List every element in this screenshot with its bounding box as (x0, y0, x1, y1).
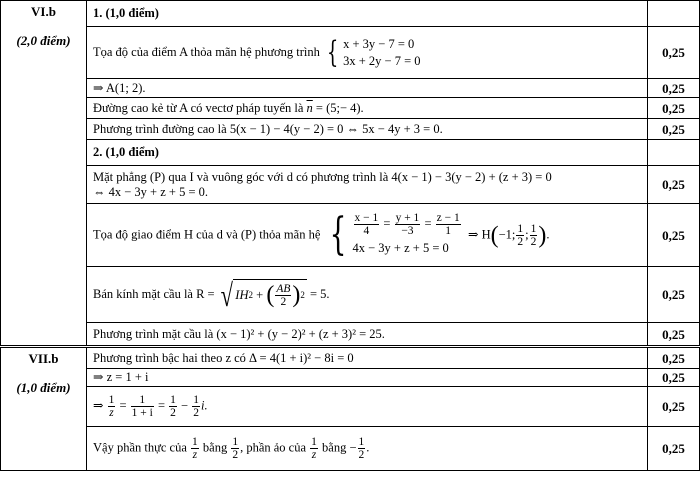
score-cell: 0,25 (648, 119, 700, 140)
row-text: Đường cao kẻ từ A có vectơ pháp tuyến là (93, 100, 304, 115)
table-row (1, 140, 700, 166)
row-text: Vậy phần thực của (93, 440, 187, 455)
row-text: Bán kính mặt cầu là R = (93, 286, 215, 301)
score-cell: 0,25 (648, 27, 700, 79)
brace-icon: { (326, 34, 339, 70)
content-cell: Phương trình mặt cầu là (x − 1)² + (y − 2)² + (z + 3)² = 25. (87, 323, 648, 347)
table-row (1, 27, 700, 79)
equation-line: 4x − 3y + z + 5 = 0 (352, 240, 449, 255)
score-cell: 0,25 (648, 323, 700, 347)
table-row (1, 369, 700, 387)
part2-heading: 2. (1,0 điểm) (87, 140, 648, 166)
score-cell: 0,25 (648, 166, 700, 204)
equation-line: x + 3y − 7 = 0 (343, 36, 415, 51)
table-row (1, 79, 700, 98)
score-cell: 0,25 (648, 347, 700, 369)
table-row (1, 166, 700, 204)
score-cell: 0,25 (648, 387, 700, 427)
section-points: (1,0 điểm) (16, 380, 71, 395)
score-cell: 0,25 (648, 267, 700, 323)
table-row (1, 427, 700, 471)
content-cell: ⇒ $\frac{1}{z}$ = $\frac{1}{1 + i}$ = $\frac{1}{2}$ − $\frac{1}{2}$ i. (87, 387, 648, 427)
table-row (1, 98, 700, 119)
section-label: VI.b (31, 4, 56, 19)
equation-system (324, 209, 462, 260)
row-line: Mặt phẳng (P) qua I và vuông góc với d có phương trình là 4(x − 1) − 3(y − 2) + (z + 3) = 0 (93, 169, 552, 184)
equation-system (323, 36, 421, 70)
table-row (1, 204, 700, 267)
score-cell: 0,25 (648, 427, 700, 471)
result-text: = 5. (310, 286, 330, 301)
content-cell: ⇒ A(1; 2). (87, 79, 648, 98)
implies-text: ⇒ H (467, 226, 491, 241)
table-row (1, 119, 700, 140)
content-cell: ⇒ z = 1 + i (87, 369, 648, 387)
row-line: ⇔ 4x − 3y + z + 5 = 0. (93, 184, 208, 199)
vector-value: = (5;− 4). (312, 100, 364, 115)
content-cell: Phương trình bậc hai theo z có Δ = 4(1 + i)² − 8i = 0 (87, 347, 648, 369)
equation-line: 3x + 2y − 7 = 0 (343, 53, 421, 68)
sqrt-expression: √ IH 2 + ( $\frac{AB}{2}$ ) 2 (220, 276, 305, 313)
table-row (1, 1, 700, 27)
section-points: (2,0 điểm) (16, 33, 71, 48)
section-vib-cell (1, 1, 87, 347)
content-cell (87, 267, 648, 323)
table-row (1, 267, 700, 323)
row-text: Tọa độ giao điểm H của d và (P) thỏa mãn hệ (93, 226, 321, 241)
row-text: Tọa độ của điểm A thỏa mãn hệ phương trình (93, 44, 320, 59)
vector-name: $\overline{n}$ (306, 100, 313, 115)
section-viib-cell (1, 347, 87, 471)
section-label: VII.b (28, 351, 59, 366)
content-cell: Vậy phần thực của $\frac{1}{z}$ bằng $\frac{1}{2}$ , phần ảo của $\frac{1}{z}$ bằng − $\frac{1}{2}$ . (87, 427, 648, 471)
equation-line: $\frac{x - 1}{4}$ = $\frac{y + 1}{-3}$ = $\frac{z - 1}{1}$ (354, 211, 460, 237)
content-cell: Phương trình đường cao là 5(x − 1) − 4(y − 2) = 0 ⇔ 5x − 4y + 3 = 0. (87, 119, 648, 140)
score-cell-empty (648, 1, 700, 27)
content-cell: Tọa độ giao điểm H của d và (P) thỏa mãn hệ { $\frac{x - 1}{4}$ = $\frac{y + 1}{-3}$ = $\frac{z - 1}{1}$ 4x − 3y + z + 5 = 0 ⇒ H(−1; $\frac{1}{2}$ ; $\frac{1}{2}$ ). (87, 204, 648, 267)
score-cell: 0,25 (648, 369, 700, 387)
score-cell-empty (648, 140, 700, 166)
score-cell: 0,25 (648, 204, 700, 267)
content-cell (87, 98, 648, 119)
content-cell (87, 166, 648, 204)
brace-icon: { (329, 209, 346, 260)
table-row (1, 323, 700, 347)
table-row (1, 347, 700, 369)
score-cell: 0,25 (648, 79, 700, 98)
score-cell: 0,25 (648, 98, 700, 119)
table-row (1, 387, 700, 427)
content-cell (87, 27, 648, 79)
part1-heading: 1. (1,0 điểm) (87, 1, 648, 27)
